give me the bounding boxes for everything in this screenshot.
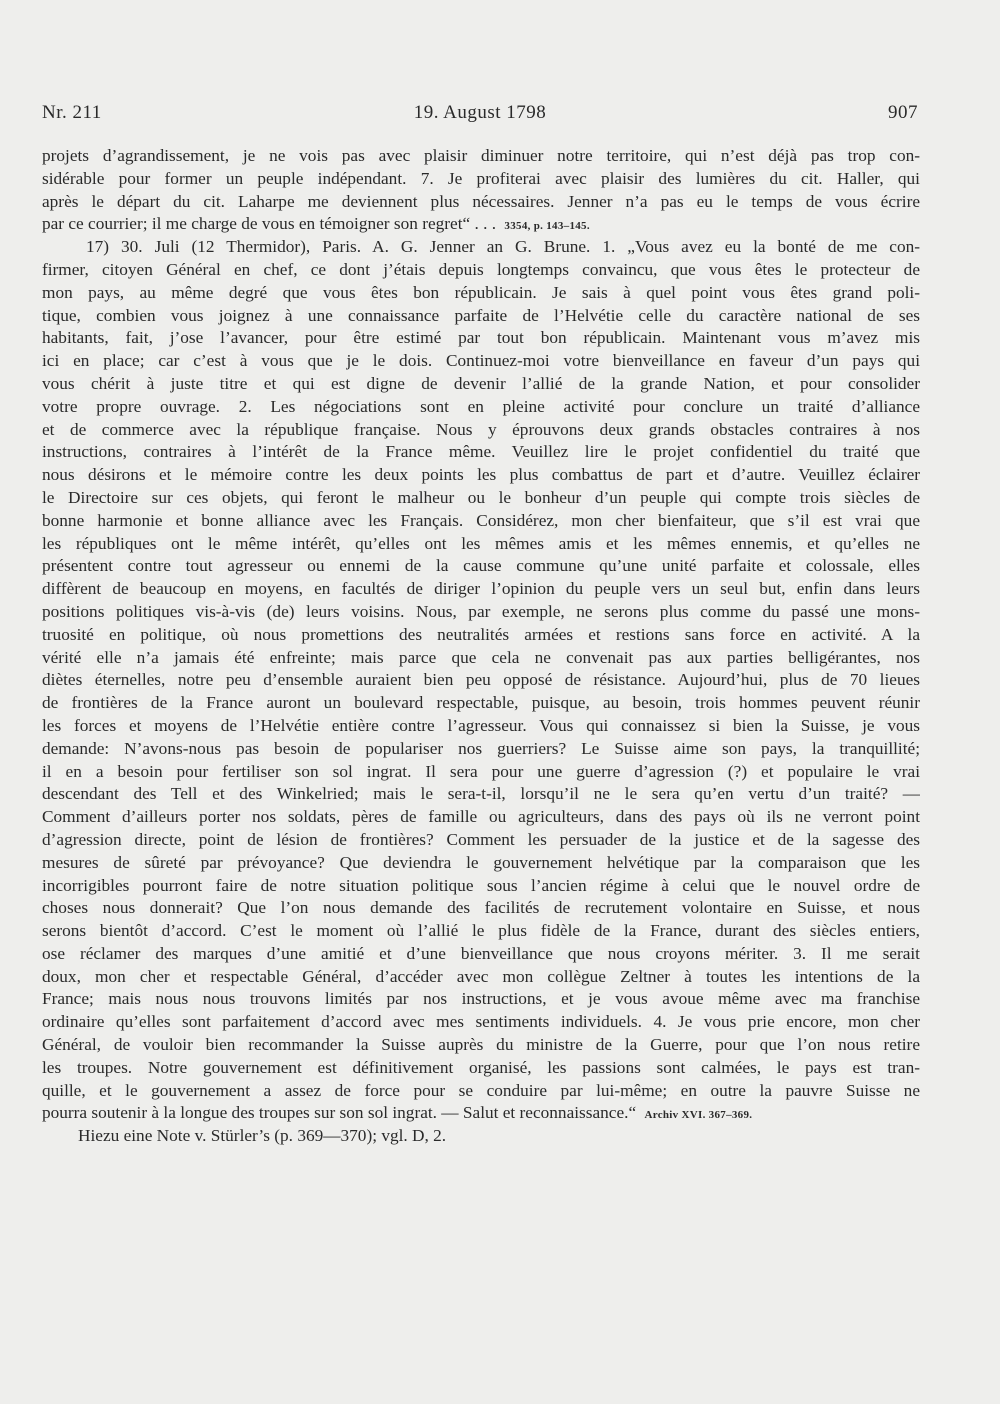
text-line xyxy=(42,578,920,601)
line-text: diètes éternelles, notre peu d’ensemble auraient bien peu opposé de résistance. Aujourd’hui, plus de 70 lieues xyxy=(42,670,920,690)
text-line xyxy=(42,168,920,191)
text-line xyxy=(42,806,920,829)
document-number: Nr. 211 xyxy=(42,102,102,123)
source-reference: 3354, p. 143–145. xyxy=(504,220,590,233)
text-line xyxy=(42,669,920,692)
text-line xyxy=(42,350,920,373)
line-text: diffèrent de beaucoup en moyens, en facultés de diriger l’opinion du peuple vers un seul but, enfin dans leurs xyxy=(42,579,920,599)
text-line xyxy=(42,282,920,305)
page-header xyxy=(42,102,918,128)
text-line xyxy=(42,327,920,350)
line-text: pourra soutenir à la longue des troupes sur son sol ingrat. — Salut et reconnaissance.“ xyxy=(42,1103,637,1123)
text-line xyxy=(42,305,920,328)
line-text: quille, et le gouvernement a assez de force pour se conduire par lui-même; en outre la pauvre Suisse ne xyxy=(42,1080,920,1100)
text-line xyxy=(42,988,920,1011)
line-text: incorrigibles pourront faire de notre situation politique sous l’ancien régime à celui que le nouvel ordre de xyxy=(42,875,920,895)
line-text: demande: N’avons-nous pas besoin de populariser nos guerriers? Le Suisse aime son pays, la tranquillité; xyxy=(42,738,920,758)
text-line xyxy=(42,624,920,647)
text-line xyxy=(42,715,920,738)
line-text: habitants, fait, j’ose l’avancer, pour être estimé par tout bon républicain. Maintenant vous m’avez mis xyxy=(42,328,920,348)
text-line xyxy=(42,943,920,966)
line-text: Hiezu eine Note v. Stürler’s (p. 369—370); vgl. D, 2. xyxy=(78,1126,447,1146)
line-text: ici en place; car c’est à vous que je le dois. Continuez-moi votre bienveillance en faveur d’un pays qui xyxy=(42,351,920,371)
text-line xyxy=(42,1125,920,1148)
text-line xyxy=(42,601,920,624)
text-line xyxy=(42,1011,920,1034)
text-line xyxy=(42,419,920,442)
line-text: Général, de vouloir bien recommander la Suisse auprès du ministre de la Guerre, pour que l’on nous retire xyxy=(42,1035,920,1055)
line-text: ose réclamer des marques d’une amitié et d’une bienveillance que nous croyons mériter. 3. Il me serait xyxy=(42,943,920,963)
page-number: 907 xyxy=(888,102,918,123)
line-text: nous désirons et le mémoire contre les deux points les plus combattus de part et d’autre. Veuillez éclairer xyxy=(42,465,920,485)
text-line xyxy=(42,761,920,784)
text-line xyxy=(42,875,920,898)
text-line xyxy=(42,852,920,875)
text-line xyxy=(42,829,920,852)
line-text: d’agression directe, point de lésion de frontières? Comment les persuader de la justice et de la sagesse des xyxy=(42,829,920,849)
line-text: tique, combien vous joignez à une connaissance parfaite de l’Helvétie celle du caractère national de ses xyxy=(42,305,920,325)
text-line xyxy=(42,441,920,464)
line-text: les troupes. Notre gouvernement est définitivement organisé, les passions sont calmées, le pays est tran- xyxy=(42,1057,920,1077)
line-text: France; mais nous nous trouvons limités par nos instructions, et je vous avoue même avec ma franchise xyxy=(42,989,920,1009)
text-line xyxy=(42,555,920,578)
document-body xyxy=(42,145,920,1148)
line-text: il en a besoin pour fertiliser son sol ingrat. Il sera pour une guerre d’agression (?) et populaire le vrai xyxy=(42,761,920,781)
text-line xyxy=(42,738,920,761)
text-line xyxy=(42,373,920,396)
document-date: 19. August 1798 xyxy=(413,102,547,123)
line-text: les républiques ont le même intérêt, qu’elles ont les mêmes amis et les mêmes ennemis, et qu’elles ne xyxy=(42,533,920,553)
text-line xyxy=(42,145,920,168)
line-text: projets d’agrandissement, je ne vois pas avec plaisir diminuer notre territoire, qui n’est déjà pas trop con- xyxy=(42,146,920,165)
text-line xyxy=(42,510,920,533)
line-text: vous chérit à juste titre et qui est digne de devenir l’allié de la grande Nation, et pour consolider xyxy=(42,373,920,393)
line-text: vérité elle n’a jamais été enfreinte; mais parce que cela ne convenait pas aux parties belligérantes, nos xyxy=(42,647,920,667)
text-line xyxy=(42,464,920,487)
line-text: doux, mon cher et respectable Général, d’accéder avec mon collègue Zeltner à toutes les intentions de la xyxy=(42,966,920,986)
line-text: positions politiques vis-à-vis (de) leurs voisins. Nous, par exemple, ne serons plus comme du passé une mons- xyxy=(42,601,920,621)
line-text: le Directoire sur ces objets, qui feront le malheur ou le bonheur d’un peuple qui compte trois siècles de xyxy=(42,487,920,507)
text-line xyxy=(42,533,920,556)
text-line xyxy=(42,191,920,214)
text-line xyxy=(42,1102,920,1125)
text-line xyxy=(42,259,920,282)
text-line xyxy=(42,396,920,419)
line-text: de frontières de la France auront un boulevard respectable, puisque, au besoin, trois hommes peuvent réunir xyxy=(42,693,920,713)
line-text: firmer, citoyen Général en chef, ce dont j’étais depuis longtemps convaincu, que vous êtes le protecteur de xyxy=(42,259,920,279)
text-line xyxy=(42,692,920,715)
text-line xyxy=(42,783,920,806)
line-text: et de commerce avec la république française. Nous y éprouvons deux grands obstacles contraires à nos xyxy=(42,419,920,439)
line-text: mesures de sûreté par prévoyance? Que deviendra le gouvernement helvétique par la comparaison que les xyxy=(42,852,920,872)
line-text: mon pays, au même degré que vous êtes bon républicain. Je sais à quel point vous êtes grand poli- xyxy=(42,282,920,302)
text-line xyxy=(42,1080,920,1103)
line-text: choses nous donnerait? Que l’on nous demande des facilités de recrutement volontaire en Suisse, et nous xyxy=(42,898,920,918)
line-text: votre propre ouvrage. 2. Les négociations sont en pleine activité pour conclure un traité d’alliance xyxy=(42,396,920,416)
line-text: ordinaire qu’elles sont parfaitement d’accord avec mes sentiments individuels. 4. Je vous prie encore, mon cher xyxy=(42,1012,920,1032)
line-text: truosité en politique, où nous promettions des neutralités armées et restions sans force en activité. A la xyxy=(42,624,920,644)
line-text: Comment d’ailleurs porter nos soldats, pères de famille ou agriculteurs, dans des pays où ils ne verront point xyxy=(42,807,920,827)
line-text: 17) 30. Juli (12 Thermidor), Paris. A. G. Jenner an G. Brune. 1. „Vous avez eu la bonté de me con- xyxy=(86,237,920,257)
line-text: après le départ du cit. Laharpe me deviennent plus nécessaires. Jenner n’a pas eu le temps de vous écrire xyxy=(42,191,920,211)
line-text: sidérable pour former un peuple indépendant. 7. Je profiterai avec plaisir des lumières du cit. Haller, qui xyxy=(42,168,920,188)
text-line xyxy=(42,1034,920,1057)
line-text: les forces et moyens de l’Helvétie entière contre l’agresseur. Vous qui connaissez si bien la Suisse, je vous xyxy=(42,715,920,735)
line-text: serons bientôt d’accord. C’est le moment où l’allié le plus fidèle de la France, durant des siècles entiers, xyxy=(42,921,920,941)
line-text: bonne harmonie et bonne alliance avec les Français. Considérez, mon cher bienfaiteur, que s’il est vrai que xyxy=(42,510,920,530)
source-reference: Archiv XVI. 367–369. xyxy=(644,1109,753,1122)
line-text: présentent contre tout agresseur ou ennemi de la cause commune qu’une unité parfaite et colossale, elles xyxy=(42,556,920,576)
text-line xyxy=(42,897,920,920)
text-line xyxy=(42,487,920,510)
line-text: instructions, contraires à l’intérêt de la France même. Veuillez lire le projet confidentiel du traité que xyxy=(42,442,920,462)
text-line xyxy=(42,647,920,670)
text-line xyxy=(42,213,920,236)
line-text: descendant des Tell et des Winkelried; mais le sera-t-il, lorsqu’il ne le sera qu’en vertu d’un traité? — xyxy=(42,784,920,804)
text-line xyxy=(42,966,920,989)
line-text: par ce courrier; il me charge de vous en témoigner son regret“ . . . xyxy=(42,214,497,234)
text-line xyxy=(42,920,920,943)
text-line xyxy=(42,1057,920,1080)
text-line xyxy=(42,236,920,259)
